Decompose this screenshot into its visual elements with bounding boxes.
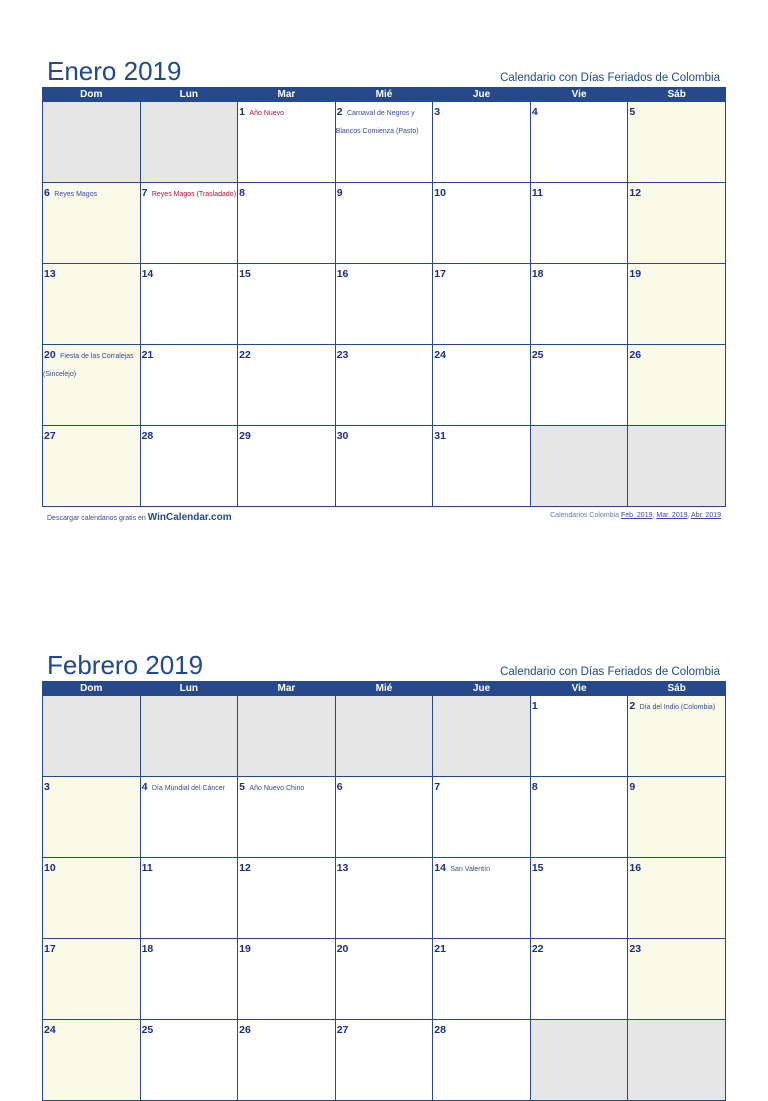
day-cell (140, 777, 238, 858)
day-cell (530, 102, 628, 183)
day-number: 2 (336, 106, 343, 118)
footer-text: Descargar calendarios gratis en (47, 515, 146, 522)
day-cell (140, 858, 238, 939)
day-number: 13 (336, 862, 349, 874)
day-cell (530, 264, 628, 345)
day-cell (433, 345, 531, 426)
link-abr-2019[interactable]: Abr. 2019 (691, 512, 721, 519)
day-cell (43, 777, 141, 858)
day-cell (140, 1020, 238, 1101)
week-row (43, 858, 726, 939)
day-number: 8 (531, 781, 538, 793)
week-row (43, 102, 726, 183)
weekday-header: Lun (140, 88, 238, 102)
day-number: 12 (629, 187, 642, 199)
day-number: 13 (44, 268, 56, 280)
event-label: Carnaval de Negros y Blancos Comienza (Pasto) (335, 110, 419, 135)
week-row (43, 777, 726, 858)
day-cell (433, 1020, 531, 1101)
day-cell (628, 858, 726, 939)
day-number: 28 (434, 1024, 446, 1036)
weekday-header: Dom (43, 88, 141, 102)
day-cell (433, 858, 531, 939)
day-number: 18 (141, 943, 154, 955)
day-number: 14 (434, 862, 446, 874)
day-cell (140, 939, 238, 1020)
day-cell (335, 102, 433, 183)
day-number: 21 (141, 349, 154, 361)
day-number: 15 (531, 862, 544, 874)
day-number: 7 (434, 781, 441, 793)
day-cell (140, 345, 238, 426)
event-label: Día Mundial del Cáncer (151, 785, 226, 792)
day-cell (335, 426, 433, 507)
day-cell (433, 939, 531, 1020)
empty-day-cell (628, 426, 726, 507)
day-cell (628, 345, 726, 426)
link-feb-2019[interactable]: Feb. 2019 (620, 512, 653, 519)
day-number: 5 (629, 106, 636, 118)
day-cell (43, 1020, 141, 1101)
day-number: 22 (531, 943, 544, 955)
footer-right-prefix: Calendarios Colombia (550, 512, 619, 519)
weekday-header: Vie (530, 88, 628, 102)
event-label: Año Nuevo Chino (249, 785, 305, 792)
day-cell (238, 858, 336, 939)
footer-download-note (47, 512, 232, 523)
empty-day-cell (238, 696, 336, 777)
week-row (43, 183, 726, 264)
day-number: 4 (141, 781, 148, 793)
day-number: 2 (629, 700, 636, 712)
day-number: 5 (239, 781, 245, 793)
day-cell (335, 1020, 433, 1101)
day-cell (530, 777, 628, 858)
day-cell (628, 264, 726, 345)
weekday-header: Sáb (628, 88, 726, 102)
day-cell (530, 183, 628, 264)
day-number: 30 (336, 430, 349, 442)
day-cell (628, 102, 726, 183)
day-number: 16 (336, 268, 349, 280)
week-row (43, 696, 726, 777)
day-number: 23 (336, 349, 349, 361)
day-number: 17 (434, 268, 446, 280)
day-number: 1 (239, 106, 245, 118)
calendar-subtitle: Calendario con Días Feriados de Colombia (500, 666, 720, 678)
weekday-header: Jue (433, 682, 531, 696)
day-number: 23 (629, 943, 642, 955)
day-number: 17 (44, 943, 56, 955)
day-cell (238, 102, 336, 183)
day-cell (628, 939, 726, 1020)
day-cell (238, 1020, 336, 1101)
day-cell (238, 264, 336, 345)
weekday-header: Mié (335, 88, 433, 102)
empty-day-cell (530, 426, 628, 507)
day-number: 15 (239, 268, 251, 280)
footer-related-links: Calendarios Colombia Feb. 2019, Mar. 2019, Abr. 2019 (550, 512, 721, 519)
day-cell (238, 345, 336, 426)
day-cell (628, 183, 726, 264)
day-number: 21 (434, 943, 446, 955)
event-label: Día del Indio (Colombia) (639, 704, 716, 711)
day-cell (433, 102, 531, 183)
day-cell (628, 696, 726, 777)
day-cell (335, 345, 433, 426)
day-number: 24 (434, 349, 446, 361)
day-number: 9 (336, 187, 343, 199)
calendar-grid (42, 681, 726, 1101)
day-cell (238, 777, 336, 858)
day-number: 6 (44, 187, 50, 199)
event-label: San Valentín (450, 866, 490, 873)
day-number: 1 (531, 700, 538, 712)
day-cell (335, 777, 433, 858)
day-cell (530, 696, 628, 777)
empty-day-cell (43, 696, 141, 777)
day-number: 10 (434, 187, 446, 199)
month-title: Febrero 2019 (47, 650, 204, 680)
day-number: 4 (531, 106, 538, 118)
weekday-header: Mar (238, 88, 336, 102)
day-cell (433, 183, 531, 264)
day-number: 27 (44, 430, 56, 442)
day-number: 26 (239, 1024, 251, 1036)
link-mar-2019[interactable]: Mar. 2019 (656, 512, 688, 519)
day-number: 31 (434, 430, 446, 442)
day-number: 27 (336, 1024, 349, 1036)
day-number: 26 (629, 349, 642, 361)
empty-day-cell (628, 1020, 726, 1101)
day-cell (43, 183, 141, 264)
day-number: 19 (629, 268, 642, 280)
empty-day-cell (335, 696, 433, 777)
day-number: 10 (44, 862, 56, 874)
week-row (43, 345, 726, 426)
day-number: 3 (434, 106, 441, 118)
week-row (43, 426, 726, 507)
day-cell (530, 939, 628, 1020)
empty-day-cell (433, 696, 531, 777)
empty-day-cell (43, 102, 141, 183)
day-number: 20 (44, 349, 56, 361)
day-cell (628, 777, 726, 858)
day-cell (530, 858, 628, 939)
weekday-header: Mié (335, 682, 433, 696)
day-number: 3 (44, 781, 50, 793)
weekday-header: Sáb (628, 682, 726, 696)
day-number: 14 (141, 268, 154, 280)
day-cell (43, 858, 141, 939)
day-number: 6 (336, 781, 343, 793)
weekday-header: Jue (433, 88, 531, 102)
day-number: 11 (141, 862, 153, 874)
weekday-header: Vie (530, 682, 628, 696)
day-number: 22 (239, 349, 251, 361)
day-cell (335, 183, 433, 264)
weekday-header-row (43, 88, 726, 102)
day-number: 24 (44, 1024, 56, 1036)
weekday-header-row (43, 682, 726, 696)
empty-day-cell (530, 1020, 628, 1101)
day-cell (140, 264, 238, 345)
day-number: 8 (239, 187, 245, 199)
day-cell (335, 858, 433, 939)
holiday-label: Reyes Magos (Trasladado) (151, 191, 237, 198)
day-number: 16 (629, 862, 642, 874)
calendar-subtitle: Calendario con Días Feriados de Colombia (500, 72, 720, 84)
weekday-header: Mar (238, 682, 336, 696)
weekday-header: Lun (140, 682, 238, 696)
day-cell (43, 939, 141, 1020)
day-cell (433, 777, 531, 858)
day-cell (433, 426, 531, 507)
day-cell (335, 939, 433, 1020)
day-number: 11 (531, 187, 543, 199)
day-cell (43, 345, 141, 426)
event-label: Reyes Magos (54, 191, 98, 198)
day-number: 12 (239, 862, 251, 874)
day-cell (238, 183, 336, 264)
day-cell (433, 264, 531, 345)
day-number: 25 (141, 1024, 154, 1036)
day-number: 9 (629, 781, 636, 793)
day-cell (238, 426, 336, 507)
day-cell (43, 426, 141, 507)
week-row (43, 264, 726, 345)
day-cell (140, 183, 238, 264)
week-row (43, 1020, 726, 1101)
day-number: 19 (239, 943, 251, 955)
day-number: 18 (531, 268, 544, 280)
calendar-grid (42, 87, 726, 507)
day-number: 7 (141, 187, 148, 199)
empty-day-cell (140, 102, 238, 183)
day-number: 29 (239, 430, 251, 442)
event-label: Fiesta de las Corralejas (Sincelejo) (43, 353, 134, 378)
day-number: 25 (531, 349, 544, 361)
day-number: 20 (336, 943, 349, 955)
day-cell (140, 426, 238, 507)
empty-day-cell (140, 696, 238, 777)
day-cell (43, 264, 141, 345)
holiday-label: Año Nuevo (249, 110, 285, 117)
wincalendar-link[interactable]: WinCalendar.com (147, 512, 232, 523)
day-cell (335, 264, 433, 345)
day-cell (530, 345, 628, 426)
day-number: 28 (141, 430, 154, 442)
week-row (43, 939, 726, 1020)
month-title: Enero 2019 (47, 56, 182, 86)
day-cell (238, 939, 336, 1020)
weekday-header: Dom (43, 682, 141, 696)
